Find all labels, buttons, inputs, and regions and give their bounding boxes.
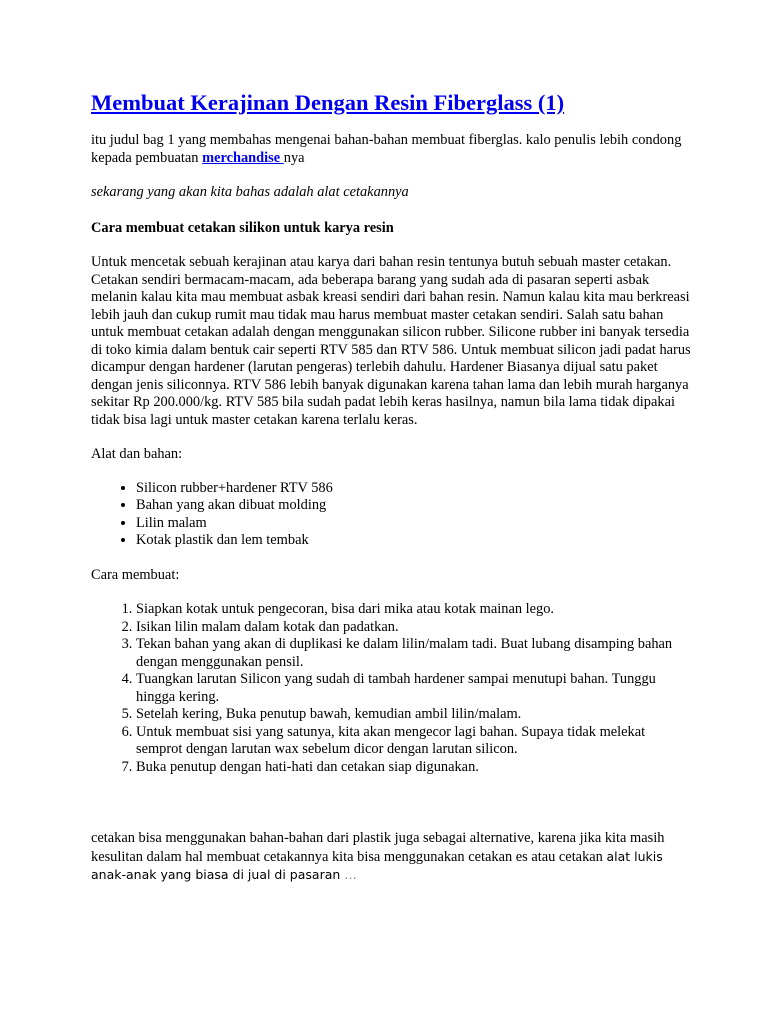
steps-label: Cara membuat: — [91, 566, 180, 583]
ellipsis-more: … — [344, 867, 357, 882]
body-paragraph: Untuk mencetak sebuah kerajinan atau karya dari bahan resin tentunya butuh sebuah master cetakan. Cetakan sendiri bermacam-macam, ada beberapa barang yang sudah ada di pasaran seperti asbak melanin kalau kita mau membuat asbak kreasi sendiri dari bahan resin. Namun kalau kita mau berkreasi lebih jauh dan cukup rumit mau tidak mau harus membuat master cetakan sendiri. Salah satu bahan untuk membuat cetakan adalah dengan menggunakan silicon rubber. Silicone rubber ini banyak tersedia di toko kimia dalam bentuk cair seperti RTV 585 dan RTV 586. Untuk membuat silicon jadi padat harus dicampur dengan hardener (larutan pengeras) terlebih dahulu. Hardener Biasanya dijual satu paket dengan jenis siliconnya. RTV 586 lebih banyak digunakan karena tahan lama dan lebih murah harganya sekitar Rp 200.000/kg. RTV 585 bila sudah padat lebih keras hasilnya, namun bila lama tidak dipakai tidak bisa lagi untuk master cetakan karena terlalu keras. — [91, 254, 691, 428]
list-item: 3. Tekan bahan yang akan di duplikasi ke dalam lilin/malam tadi. Buat lubang disamping bahan dengan menggunakan pensil. — [136, 636, 691, 671]
italic-note: sekarang yang akan kita bahas adalah alat cetakannya — [91, 184, 409, 200]
intro-text-before: itu judul bag 1 yang membahas mengenai bahan-bahan membuat fiberglas. kalo penulis lebih condong kepada pembuatan — [91, 132, 682, 166]
closing-text: cetakan bisa menggunakan bahan-bahan dari plastik juga sebagai alternative, karena jika kita masih kesulitan dalam hal membuat cetakannya kita bisa menggunakan cetakan es atau cetakan — [91, 830, 665, 865]
list-item: 5. Setelah kering, Buka penutup bawah, kemudian ambil lilin/malam. — [136, 706, 691, 724]
list-item: 1. Siapkan kotak untuk pengecoran, bisa dari mika atau kotak mainan lego. — [136, 601, 691, 619]
list-item: 2. Isikan lilin malam dalam kotak dan padatkan. — [136, 619, 691, 637]
section-subheading: Cara membuat cetakan silikon untuk karya resin — [91, 219, 394, 236]
materials-label: Alat dan bahan: — [91, 446, 183, 462]
list-item: • Bahan yang akan dibuat molding — [136, 497, 691, 515]
article-title-link[interactable]: Membuat Kerajinan Dengan Resin Fiberglass (1) — [91, 90, 565, 115]
intro-text-after: nya — [283, 149, 305, 166]
materials-list — [91, 480, 691, 550]
closing-paragraph — [91, 830, 691, 885]
merchandise-link[interactable]: merchandise — [202, 149, 284, 166]
list-item: 4. Tuangkan larutan Silicon yang sudah di tambah hardener sampai menutupi bahan. Tunggu hingga kering. — [136, 671, 691, 706]
intro-paragraph — [91, 132, 691, 167]
list-item: 6. Untuk membuat sisi yang satunya, kita akan mengecor lagi bahan. Supaya tidak melekat semprot dengan larutan wax sebelum dicor dengan larutan silicon. — [136, 724, 691, 759]
list-item: • Lilin malam — [136, 515, 691, 533]
list-item: • Kotak plastik dan lem tembak — [136, 532, 691, 550]
document-page — [91, 86, 691, 885]
list-item: • Silicon rubber+hardener RTV 586 — [136, 480, 691, 498]
closing-text-tail: alat lukis anak-anak yang biasa di jual di pasaran — [91, 848, 663, 882]
steps-list — [91, 601, 691, 776]
list-item: 7. Buka penutup dengan hati-hati dan cetakan siap digunakan. — [136, 759, 691, 777]
